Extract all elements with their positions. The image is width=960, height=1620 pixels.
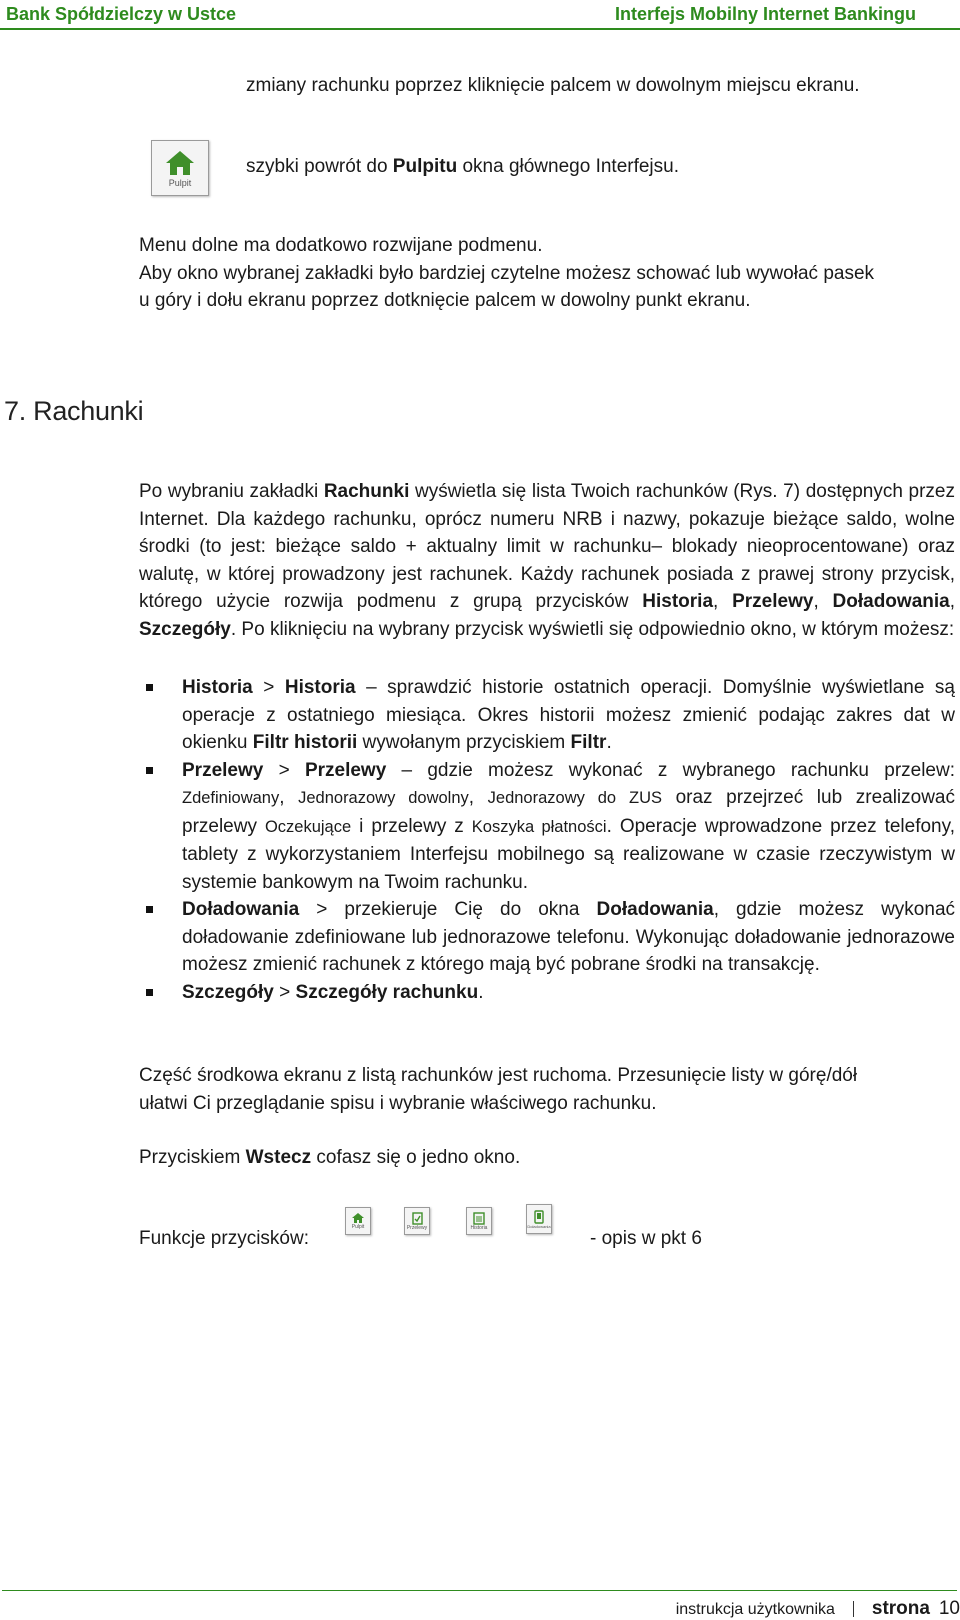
page-header xyxy=(0,0,960,30)
bt: , xyxy=(468,787,488,808)
bb: Historia xyxy=(182,677,253,698)
sp: , xyxy=(813,591,833,612)
bb: Filtr historii xyxy=(252,732,358,753)
list-item-doladowania xyxy=(140,896,955,979)
sp: wyświetla się lista Twoich rachunków (Rys. 7) dostępnych przez Internet. Dla każdego rachunku, oprócz numeru NRB i nazwy, pokazuje bieżące saldo, wolne środki (to jest: bieżące saldo + aktualny limit w rachunku– blokady nieoprocentowane) oraz walutę, w której prowadzony jest rachunek. Każdy rachunek posiada z prawej strony przycisk, którego użycie rozwija podmenu z grupą przycisków xyxy=(139,481,955,612)
przelewy-function-label: Przelewy xyxy=(406,1224,428,1231)
bt: > xyxy=(252,677,285,698)
home-icon xyxy=(165,149,195,177)
outro-paragraph-1 xyxy=(139,1062,959,1117)
bt: > xyxy=(263,759,305,781)
historia-function-label: Historia xyxy=(470,1224,488,1231)
bt: , xyxy=(279,787,299,808)
footer-page-label: strona xyxy=(871,1598,930,1619)
sb: Przelewy xyxy=(732,591,814,612)
header-bank-name: Bank Spółdzielczy w Ustce xyxy=(6,4,237,24)
bb: Przelewy xyxy=(182,759,264,781)
historia-function-button xyxy=(466,1207,492,1235)
bs: Jednorazowy do ZUS xyxy=(487,789,662,807)
bt: – sprawdzić historie ostatnich operacji. Domyślnie wyświetlane są operacje z ostatniego miesiąca. Okres historii możesz zmienić podając zakres dat w okienku xyxy=(182,677,955,753)
intro-line2-bold: Pulpitu xyxy=(392,156,458,177)
intro-para-line: Menu dolne ma dodatkowo rozwijane podmenu. xyxy=(139,235,543,256)
outro-line: ułatwi Ci przeglądanie spisu i wybranie właściwego rachunku. xyxy=(139,1092,657,1114)
intro-para-line: Aby okno wybranej zakładki było bardziej czytelne możesz schować lub wywołać pasek xyxy=(139,262,875,284)
bt: , gdzie możesz wykonać doładowanie zdefiniowane lub jednorazowe telefonu. Wykonując doładowanie jednorazowe możesz zmienić rachunek z którego mają być pobrane środki na transakcję. xyxy=(182,899,956,975)
bb: Doładowania xyxy=(182,899,300,920)
bullet-square-icon xyxy=(146,906,153,913)
intro-line2-post: okna głównego Interfejsu. xyxy=(457,156,679,177)
list-item-przelewy xyxy=(140,757,955,897)
bs: Zdefiniowany xyxy=(182,789,280,807)
intro-line2 xyxy=(246,153,679,181)
intro-line2-pre: szybki powrót do xyxy=(246,156,393,177)
sb: Historia xyxy=(642,591,714,612)
intro-para-line: u góry i dołu ekranu poprzez dotknięcie palcem w dowolny punkt ekranu. xyxy=(139,290,751,311)
section-paragraph xyxy=(139,478,955,643)
ob: Wstecz xyxy=(245,1147,312,1168)
header-divider xyxy=(0,28,960,30)
sp: , xyxy=(713,591,733,612)
bt: i przelewy z xyxy=(351,815,472,837)
footer-separator xyxy=(853,1601,854,1617)
bt: – gdzie możesz wykonać z wybranego rachunku przelew: xyxy=(386,759,956,781)
outro-paragraph-2 xyxy=(139,1144,520,1172)
phone-icon xyxy=(533,1210,545,1224)
options-list xyxy=(140,674,955,1006)
outro-line: Część środkowa ekranu z listą rachunków jest ruchoma. Przesunięcie listy w górę/dół xyxy=(139,1065,858,1086)
bt: wywołanym przyciskiem xyxy=(357,732,571,753)
bt: > xyxy=(273,981,296,1003)
bullet-square-icon xyxy=(146,989,153,996)
pulpit-function-label: Pulpit xyxy=(351,1224,365,1230)
bs: Koszyka płatności xyxy=(471,817,607,836)
footer-divider xyxy=(2,1590,957,1591)
functions-description: - opis w pkt 6 xyxy=(590,1228,702,1249)
bt: oraz przejrzeć lub zrealizować przelewy xyxy=(182,787,956,837)
sp: Po wybraniu zakładki xyxy=(139,481,324,502)
pulpit-icon-label: Pulpit xyxy=(168,177,192,188)
section-heading: 7. Rachunki xyxy=(4,396,144,426)
bullet-square-icon xyxy=(146,767,153,774)
bt: . xyxy=(606,732,612,753)
intro-paragraph xyxy=(139,232,959,315)
sp: , xyxy=(949,591,955,612)
bb: Szczegóły rachunku xyxy=(295,981,479,1003)
functions-label: Funkcje przycisków: xyxy=(139,1228,309,1249)
przelewy-function-button xyxy=(404,1207,430,1235)
doladowania-function-label: Doładowania xyxy=(527,1223,551,1229)
bb: Przelewy xyxy=(304,759,387,781)
bb: Szczegóły xyxy=(182,981,274,1003)
bs: Oczekujące xyxy=(264,817,352,836)
bb: Doładowania xyxy=(596,899,714,920)
pulpit-button-image xyxy=(151,140,209,196)
intro-line1: zmiany rachunku poprzez kliknięcie palcem w dowolnym miejscu ekranu. xyxy=(246,75,860,96)
sp: . Po kliknięciu na wybrany przycisk wyświetli się odpowiednio okno, w którym możesz: xyxy=(230,618,955,640)
list-item-szczegoly xyxy=(140,979,955,1007)
history-list-icon xyxy=(472,1212,486,1225)
transfer-document-icon xyxy=(410,1212,424,1225)
footer-page-number: 10 xyxy=(938,1598,960,1619)
op: Przyciskiem xyxy=(139,1147,246,1168)
bt: . xyxy=(478,981,484,1003)
list-item-historia xyxy=(140,674,955,757)
sb: Rachunki xyxy=(323,481,410,502)
bt: > przekieruje Cię do okna xyxy=(299,899,597,920)
bb: Filtr xyxy=(570,732,607,753)
header-document-title: Interfejs Mobilny Internet Bankingu xyxy=(614,4,916,24)
pulpit-function-button xyxy=(345,1207,371,1235)
footer-label: instrukcja użytkownika xyxy=(675,1601,835,1618)
sb: Doładowania xyxy=(832,591,950,612)
doladowania-function-button xyxy=(526,1204,552,1234)
op: cofasz się o jedno okno. xyxy=(311,1147,521,1168)
page-footer xyxy=(676,1598,960,1620)
bullet-square-icon xyxy=(146,684,153,691)
home-icon xyxy=(351,1212,365,1224)
bb: Historia xyxy=(284,677,356,698)
sb: Szczegóły xyxy=(139,618,231,640)
bt: . Operacje wprowadzone przez telefony, tablety z wykorzystaniem Interfejsu mobilnego są realizowane w czasie rzeczywistym w systemie bankowym na Twoim rachunku. xyxy=(182,815,955,893)
bs: Jednorazowy dowolny xyxy=(298,789,469,807)
